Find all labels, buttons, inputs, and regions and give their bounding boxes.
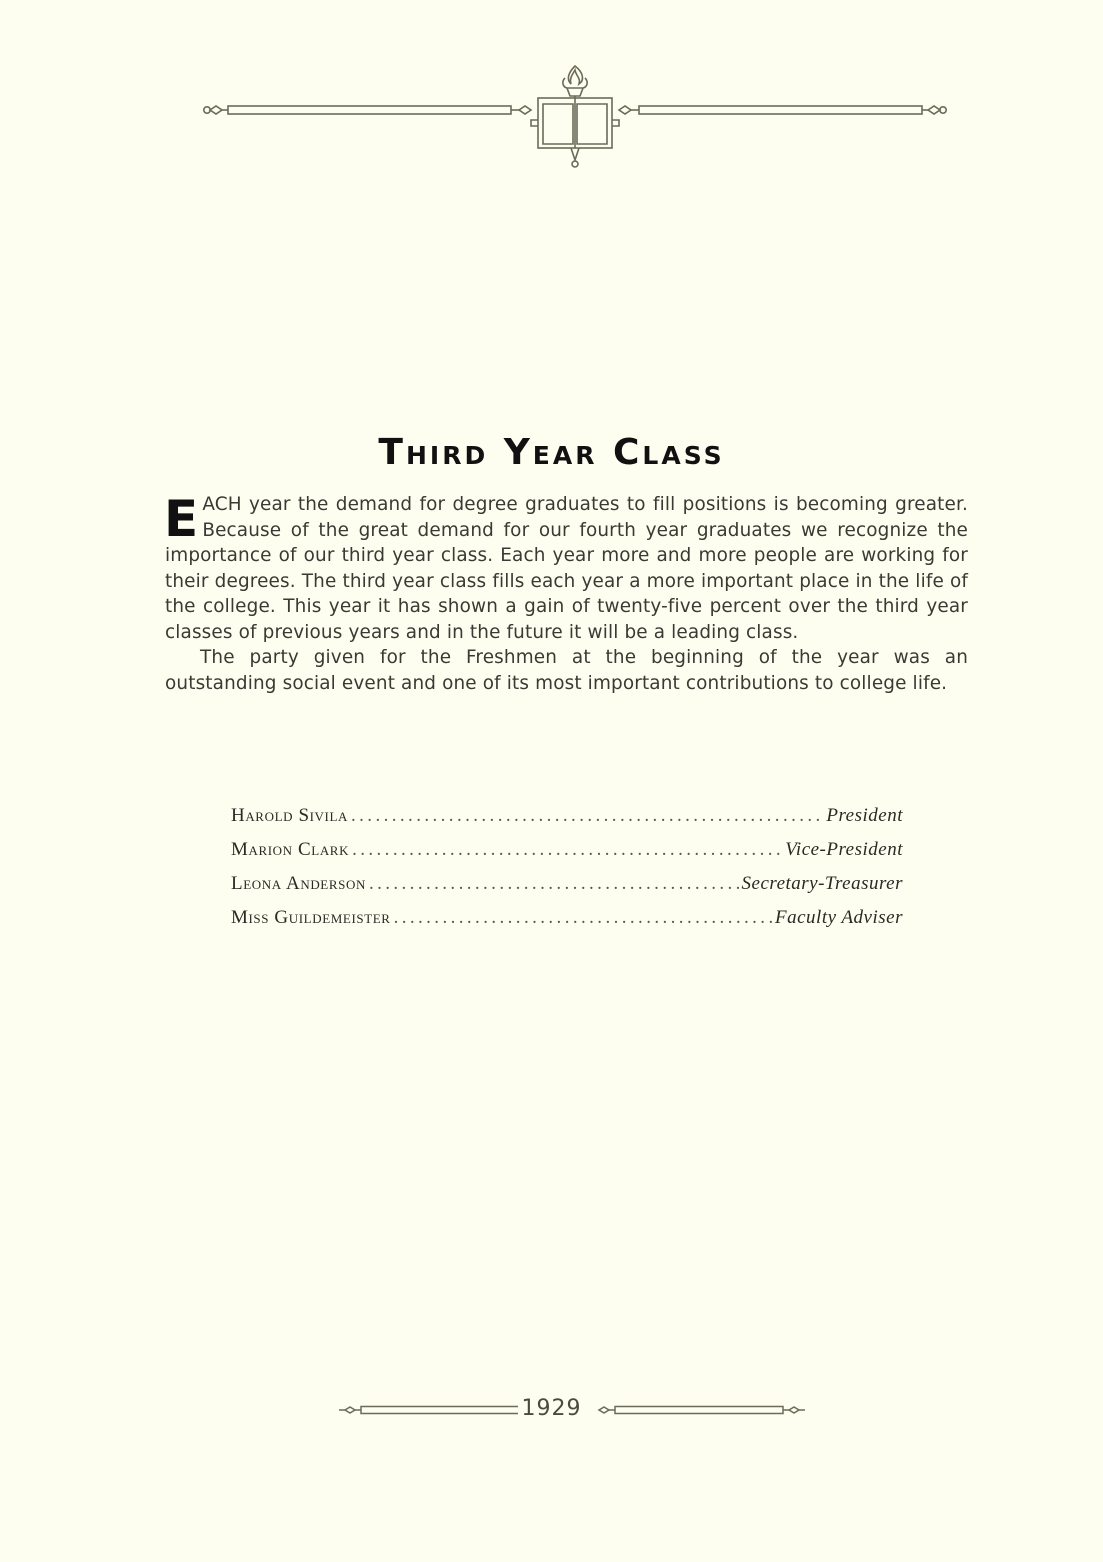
officer-role: Vice-President: [785, 839, 903, 860]
paragraph-2: The party given for the Freshmen at the beginning of the year was an outstanding social event and one of its most important contributions to college life.: [165, 647, 968, 694]
officer-role: President: [826, 805, 903, 826]
officer-name: Marion Clark: [231, 839, 350, 860]
footer-ornament: [337, 1393, 807, 1427]
officer-role: Secretary-Treasurer: [741, 873, 903, 894]
officer-name: Harold Sivila: [231, 805, 348, 826]
officer-role: Faculty Adviser: [775, 907, 903, 928]
torch-book-icon: [531, 66, 619, 167]
officer-row: [231, 839, 903, 873]
leader-dots: [369, 873, 739, 895]
leader-dots: [394, 907, 772, 929]
body-text: [165, 492, 968, 696]
officer-row: [231, 873, 903, 907]
header-ornament: [195, 60, 965, 170]
officer-name: Leona Anderson: [231, 873, 366, 894]
year-label: 1929: [518, 1396, 586, 1421]
officer-name: Miss Guildemeister: [231, 907, 391, 928]
paragraph-1-text: ACH year the demand for degree graduates to fill positions is becoming greater. Because of the great demand for our fourth year graduates we recognize the importance of our third year class. Each year more and more people are working for their degrees. The third year class fills each year a more important place in the life of the college. This year it has shown a gain of twenty-five percent over the third year classes of previous years and in the future it will be a leading class.: [165, 494, 968, 643]
page-title: Third Year Class: [378, 432, 725, 473]
paragraph-1: [165, 492, 968, 645]
leader-dots: [351, 805, 823, 827]
officers-list: [231, 805, 903, 941]
leader-dots: [352, 839, 782, 861]
officer-row: [231, 805, 903, 839]
officer-row: [231, 907, 903, 941]
drop-cap: E: [164, 490, 199, 548]
